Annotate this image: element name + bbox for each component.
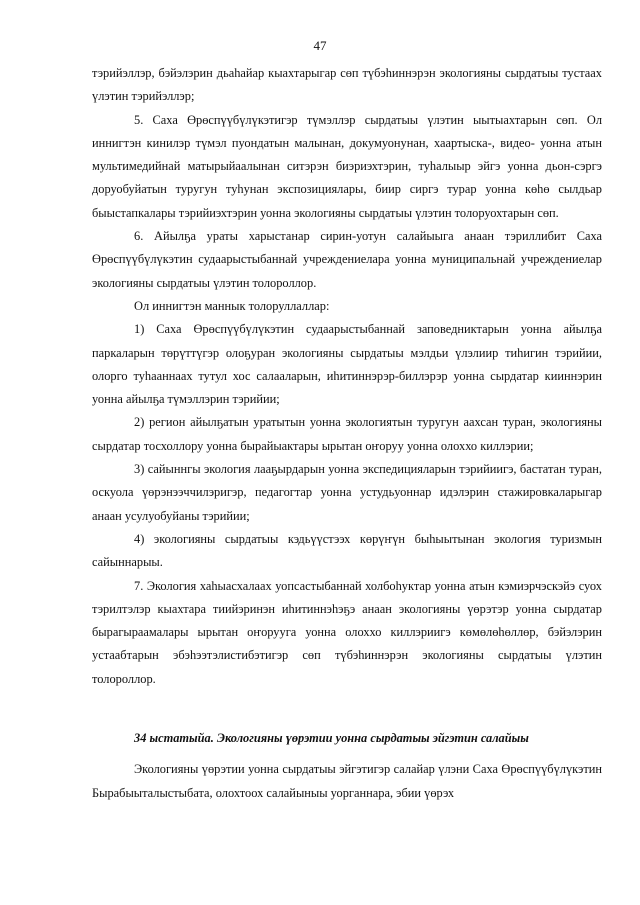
list-item-1: 1) Саха Өрөспүүбүлүкэтин судаарыстыбаннай заповедниктарын уонна айылҕа паркаларын төрүттүгэр олоҕуран экологияны сырдатыы мэлдьи үлэлиир тиһигин тэрийии, олорго туһааннаах тутул хос салааларын, иһитиннэрэр-биллэрэр уонна сырдатар кииннэрин уонна айылҕа түмэллэрин тэрийии; <box>92 322 602 407</box>
paragraph-lead-in: Ол иннигтэн маннык толоруллаллар: <box>134 298 330 313</box>
list-item-2: 2) регион айылҕатын уратытын уонна экологиятын туругун аахсан туран, экологияны сырдатар тосхоллору уонна бырайыактары ырытан оҥоруу уонна олоххо киллэрии; <box>92 415 602 453</box>
section-paragraph: Экологияны үөрэтии уонна сырдатыы эйгэтигэр салайар үлэни Саха Өрөспүүбүлүкэтин Бырабыыталыстыбата, олохтоох салайыныы уорганнара, эбии үөрэх <box>92 762 602 800</box>
document-body <box>92 62 602 805</box>
paragraph-continuation: тэрийэллэр, бэйэлэрин дьаһайар кыахтарыгар сөп түбэһиннэрэн экологияны сырдатыы тустаах үлэтин тэрийэллэр; <box>92 66 602 104</box>
paragraph-item-7: 7. Экология хаһыасхалаах уопсастыбаннай холбоһуктар уонна атын кэмиэрчэскэйэ суох тэрилтэлэр кыахтара тиийэринэн иһитиннэһэҕэ анаан экологияны үөрэтэр уонна сырдатар бырагыраамалары ырытан оҥорууга уонна олоххо киллэриигэ көмөлөһөллөр, бэйэлэрин устаабтарын эбэһээтэлистибэтигэр сөп түбэһиннэрэн экологияны сырдатыы үлэтин толороллор. <box>92 578 602 686</box>
section-heading: 34 ыстатыйа. Экологияны үөрэтии уонна сырдатыы эйгэтин салайыы <box>134 731 529 746</box>
list-item-3: 3) сайыннгы экология лааҕырдарын уонна экспедицияларын тэрийиигэ, бастатан туран, оскуола үөрэнээччилэригэр, педагогтар уонна устудьуоннар идэлэрин стажировкаларыгар анаан усулуобуйаны тэрийии; <box>92 462 602 523</box>
paragraph-item-6: 6. Айылҕа ураты харыстанар сирин-уотун салайыыга анаан тэриллибит Саха Өрөспүүбүлүкэтин судаарыстыбаннай учреждениелара уонна муниципальнай учреждениелар экологияны сырдатыы үлэтин толороллор. <box>92 229 602 290</box>
paragraph-item-5: 5. Саха Өрөспүүбүлүкэтигэр түмэллэр сырдатыы үлэтин ыытыахтарын сөп. Ол иннигтэн кинилэр түмэл пуондатын малынан, докумуонунан, хаартыска-, видео- уонна атын мультимедийнай матырыйаалынан ситэрэн биэриэхтэрин, туһалыыр эйгэ уонна дьон-сэргэ доруобуйатын туругун туһунан экспозициялары, биир сиргэ турар уонна көһө сылдьар быыстапкалары тэрийиэхтэрин уонна экологияны сырдатыы үлэтин толоруохтарын сөп. <box>92 112 602 220</box>
list-item-4: 4) экологияны сырдатыы кэдьүүстээх көрүҥүн быһыытынан экология туризмын сайыннарыы. <box>92 531 602 570</box>
page-number: 47 <box>313 38 327 53</box>
